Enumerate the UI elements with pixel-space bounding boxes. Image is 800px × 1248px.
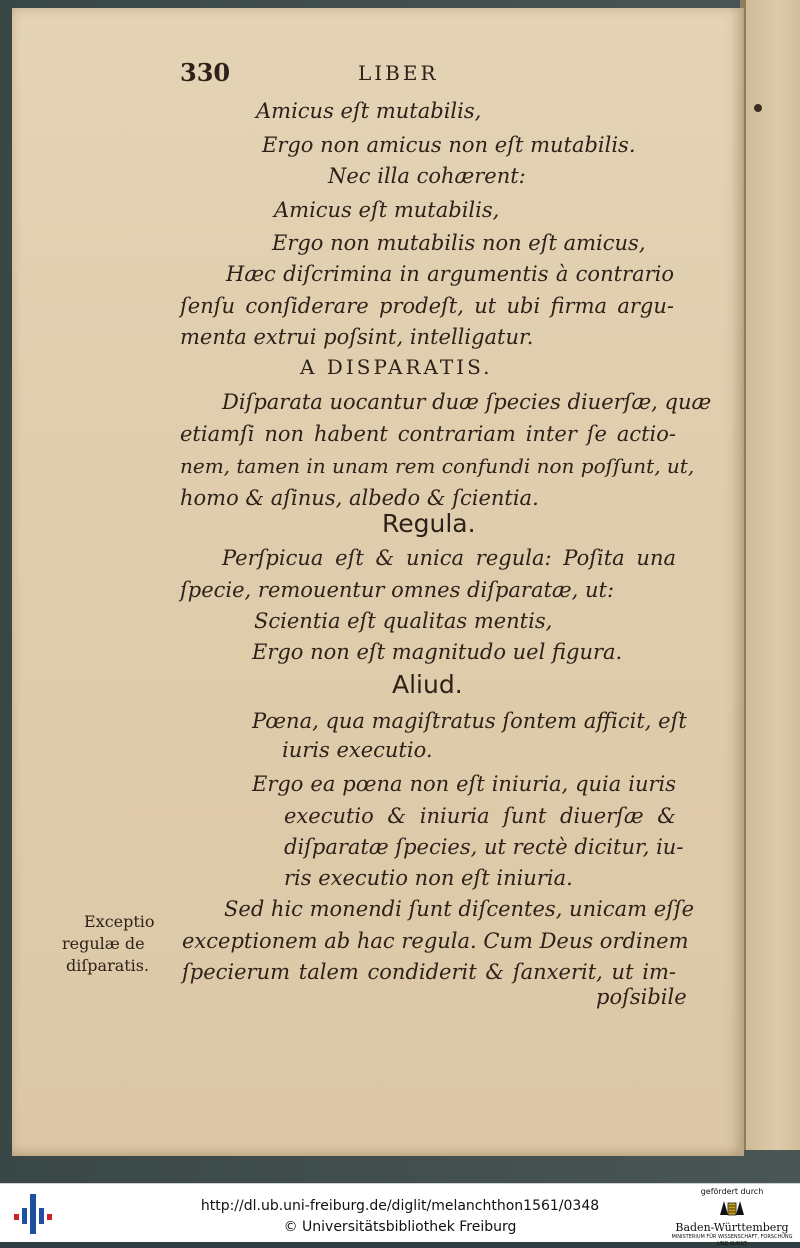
text-line: ris executio non eſt iniuria. — [284, 866, 573, 890]
text-line: homo & aſinus, albedo & ſcientia. — [180, 486, 539, 510]
text-line: menta extrui poſsint, intelligatur. — [180, 325, 534, 349]
text-line: Ergo non eſt magnitudo uel figura. — [252, 640, 623, 664]
text-line: Ergo ea pœna non eſt iniuria, quia iuris — [252, 772, 676, 796]
text-line: Diſparata uocantur duæ ſpecies diuerſæ, quæ — [222, 390, 712, 414]
text-line: diſparatæ ſpecies, ut rectè dicitur, iu- — [284, 835, 684, 859]
marginal-note-line: diſparatis. — [66, 956, 150, 975]
text-line: exceptionem ab hac regula. Cum Deus ordinem — [182, 929, 689, 953]
ink-dot — [754, 104, 762, 112]
text-line: iuris executio. — [282, 738, 433, 762]
viewer-footer — [0, 1183, 800, 1247]
text-line: Scientia eſt qualitas mentis, — [254, 609, 553, 633]
page-number: 330 — [180, 58, 231, 87]
text-line: Nec illa cohærent: — [328, 164, 526, 188]
text-line: Ergo non amicus non eſt mutabilis. — [262, 133, 636, 157]
text-line: Amicus eſt mutabilis, — [256, 99, 482, 123]
text-line: nem, tamen in unam rem confundi non poſſunt, ut, — [180, 454, 695, 478]
sponsor-ministry: MINISTERIUM FÜR WISSENSCHAFT, FORSCHUNG UND KUNST — [671, 1234, 793, 1247]
sponsor-caption: gefördert durch — [700, 1187, 764, 1196]
marginal-note-line: Exceptio — [84, 912, 155, 931]
text-line: executio & iniuria ſunt diuerſæ & — [284, 804, 676, 828]
text-line: Pœna, qua magiſtratus ſontem afficit, eſt — [252, 709, 687, 733]
text-line: Sed hic monendi ſunt diſcentes, unicam eſſe — [224, 897, 695, 921]
text-line: ſpecierum talem condiderit & ſanxerit, ut im- — [182, 960, 676, 984]
copyright-notice: © Universitätsbibliothek Freiburg — [283, 1219, 517, 1235]
sponsor-name: Baden-Württemberg — [675, 1221, 789, 1234]
state-coat-of-arms-icon — [712, 1197, 752, 1217]
running-head: LIBER — [358, 61, 439, 85]
section-heading: A DISPARATIS. — [300, 355, 493, 379]
text-line: Amicus eſt mutabilis, — [274, 198, 500, 222]
document-permalink[interactable]: http://dl.ub.uni-freiburg.de/diglit/melanchthon1561/0348 — [200, 1198, 600, 1214]
regula-heading: Regula. — [382, 509, 476, 538]
sponsor-badge — [668, 1187, 796, 1247]
text-line: ſpecie, remouentur omnes diſparatæ, ut: — [180, 578, 615, 602]
text-line: Ergo non mutabilis non eſt amicus, — [272, 231, 646, 255]
text-line: ſenſu conſiderare prodeſt, ut ubi firma argu- — [180, 294, 674, 318]
marginal-note-line: regulæ de — [62, 934, 145, 953]
text-line: Perſpicua eſt & unica regula: Poſita una — [222, 546, 676, 570]
book-page — [12, 8, 744, 1156]
text-line: Hæc diſcrimina in argumentis à contrario — [226, 262, 674, 286]
facing-page-edge — [744, 0, 800, 1150]
aliud-heading: Aliud. — [392, 670, 463, 699]
catchword: poſsibile — [596, 985, 687, 1009]
text-line: etiamſi non habent contrariam inter ſe actio- — [180, 422, 676, 446]
